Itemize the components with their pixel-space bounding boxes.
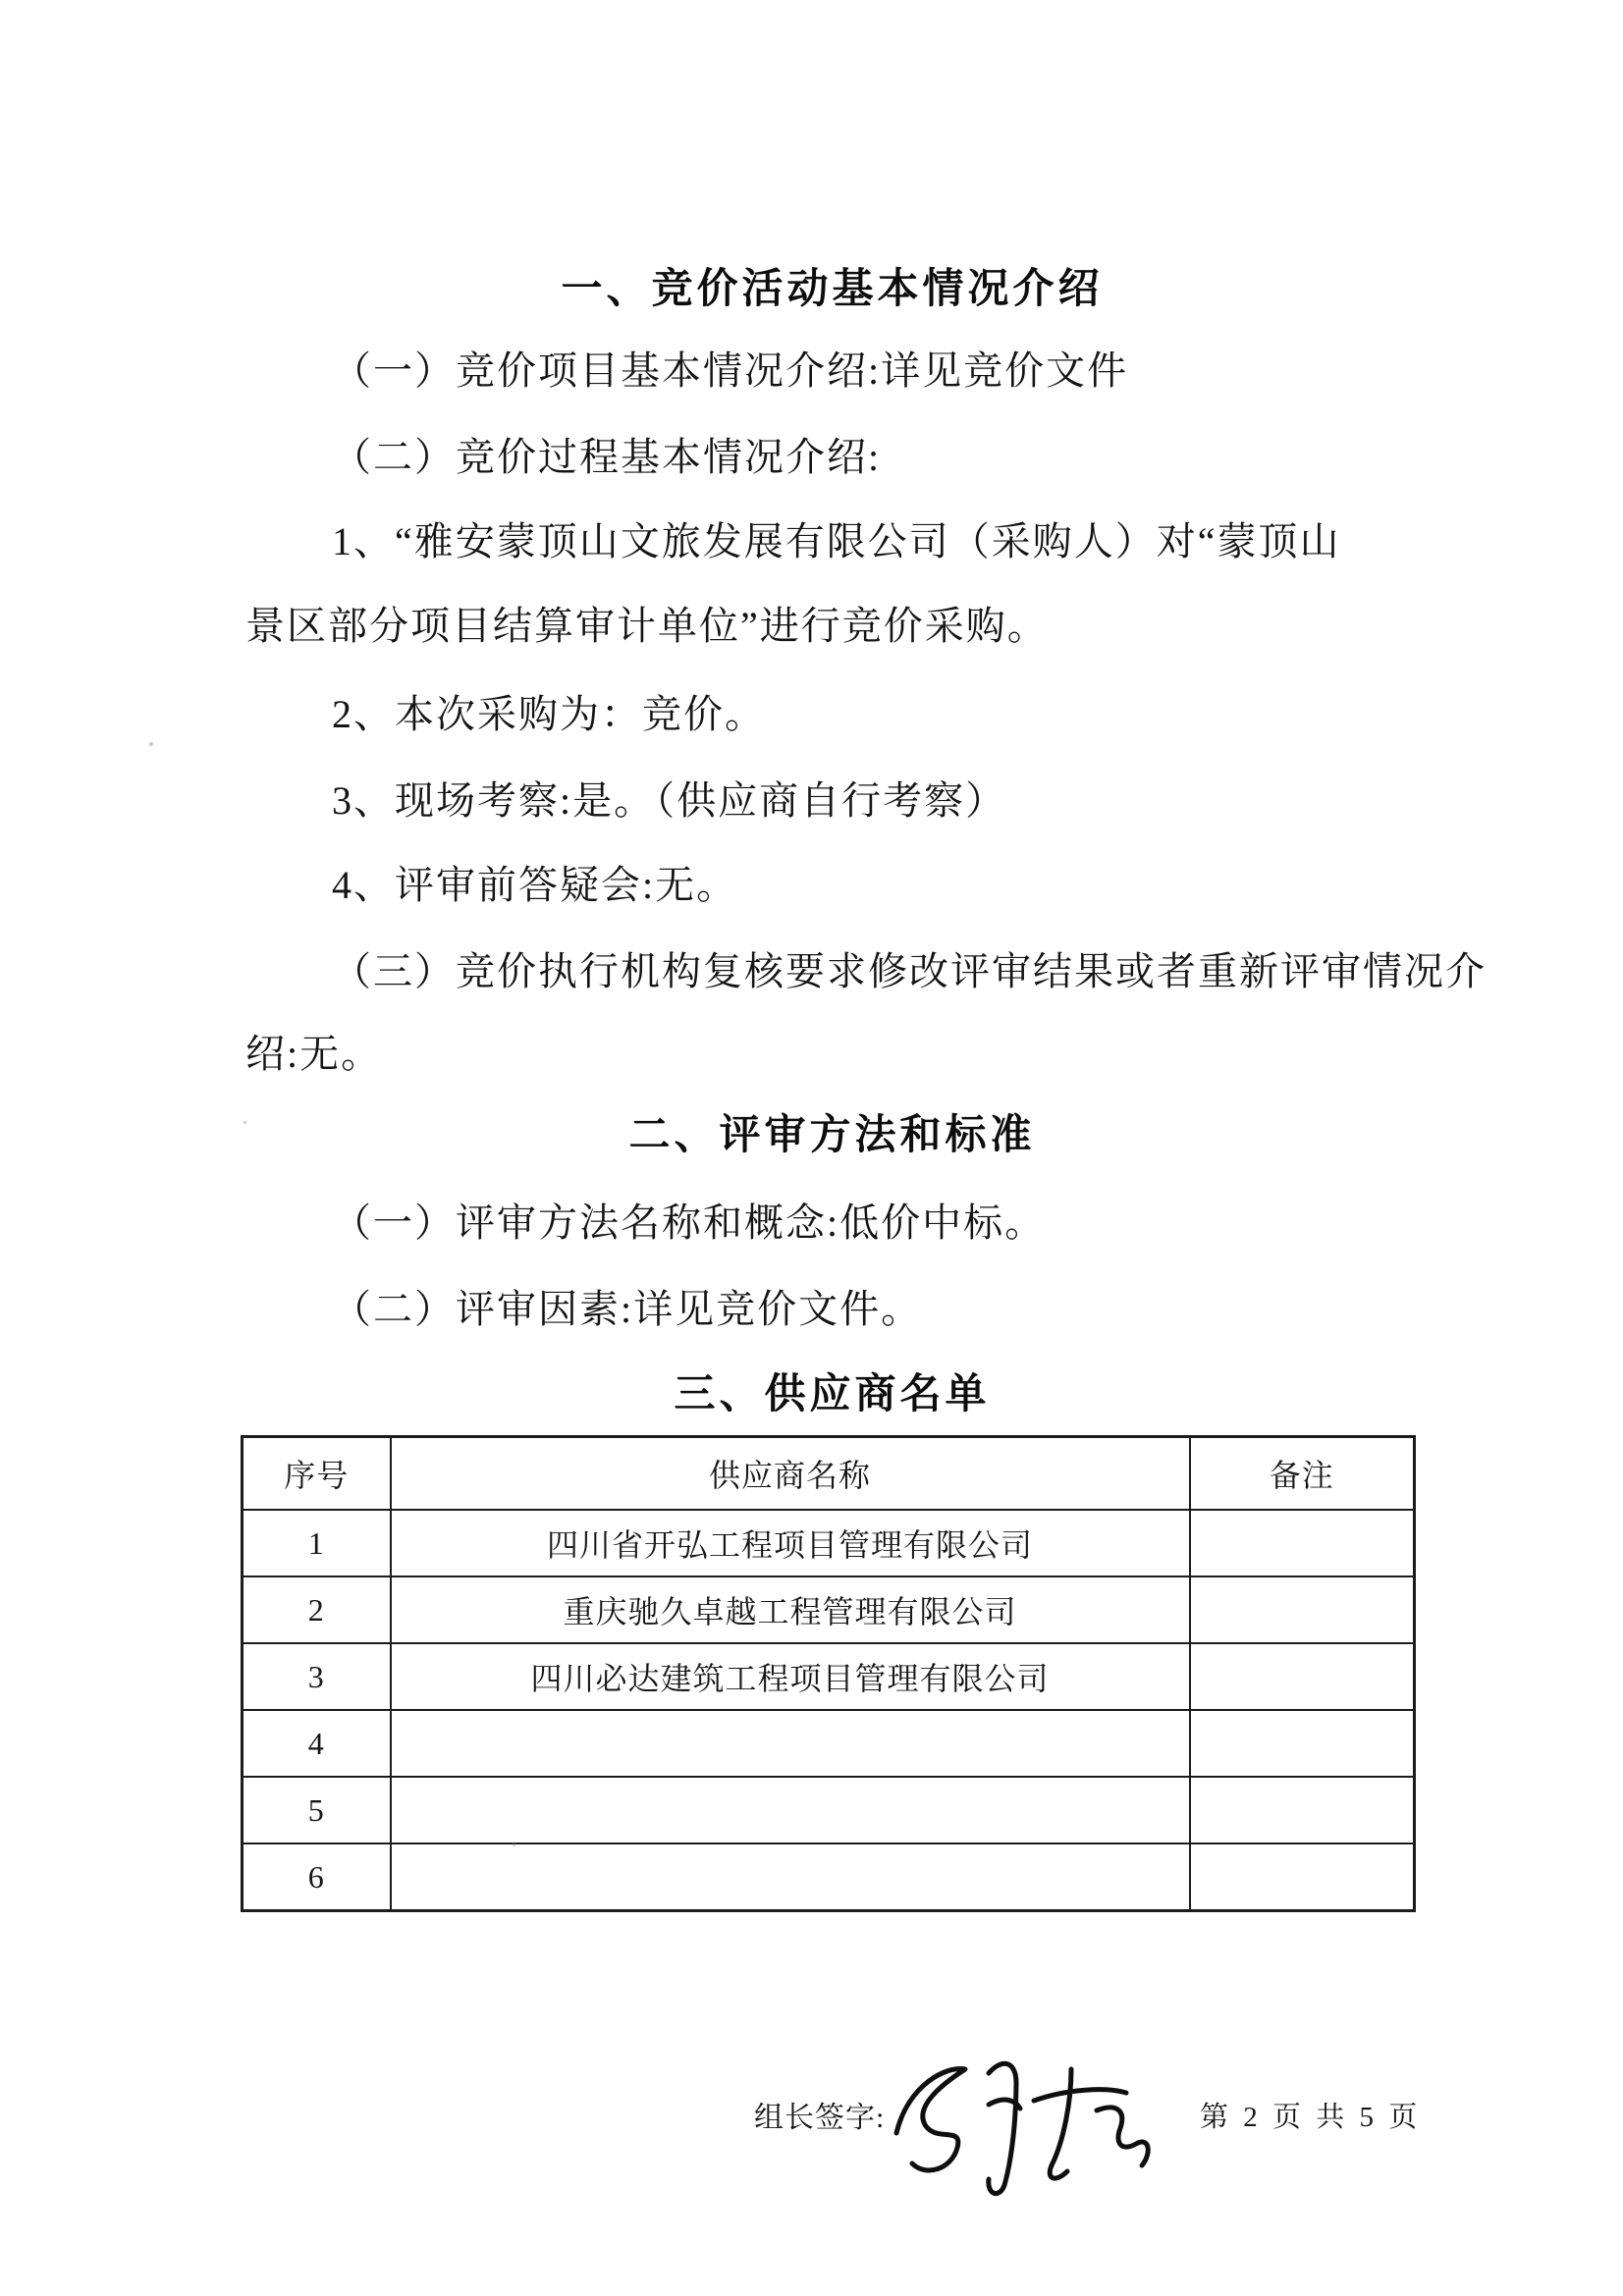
- row-index: 4: [243, 1710, 391, 1777]
- table-row: [243, 1777, 1415, 1843]
- page-number: 第 2 页 共 5 页: [1200, 2102, 1422, 2133]
- col-header-note: 备注: [1190, 1437, 1415, 1511]
- supplier-name: [391, 1710, 1190, 1777]
- row-note: [1190, 1843, 1415, 1911]
- leader-signature: [879, 2040, 1183, 2197]
- row-index: 3: [243, 1643, 391, 1710]
- row-index: 2: [243, 1576, 391, 1643]
- section-3-heading: 三、供应商名单: [674, 1370, 991, 1416]
- row-note: [1190, 1576, 1415, 1643]
- supplier-name: 四川省开弘工程项目管理有限公司: [391, 1510, 1190, 1576]
- supplier-name: 重庆驰久卓越工程管理有限公司: [391, 1576, 1190, 1643]
- row-note: [1190, 1710, 1415, 1777]
- para-1-3-line1: （三）竞价执行机构复核要求修改评审结果或者重新评审情况介: [332, 949, 1487, 993]
- para-1-2-item4: 4、评审前答疑会:无。: [332, 863, 738, 907]
- supplier-name: 四川必达建筑工程项目管理有限公司: [391, 1643, 1190, 1710]
- row-index: 6: [243, 1843, 391, 1911]
- para-2-2: （二）评审因素:详见竞价文件。: [332, 1287, 923, 1331]
- table-row: [243, 1643, 1415, 1710]
- supplier-table: [241, 1435, 1416, 1912]
- para-1-2-item1-line2: 景区部分项目结算审计单位”进行竞价采购。: [245, 604, 1049, 648]
- table-row: [243, 1576, 1415, 1643]
- supplier-name: [391, 1777, 1190, 1843]
- table-row: [243, 1843, 1415, 1911]
- section-2-heading: 二、评审方法和标准: [628, 1111, 1036, 1157]
- signature-label: 组长签字:: [754, 2102, 886, 2134]
- para-1-2-item1-line1: 1、“雅安蒙顶山文旅发展有限公司（采购人）对“蒙顶山: [332, 519, 1341, 563]
- para-1-1: （一）竞价项目基本情况介绍:详见竞价文件: [332, 348, 1129, 393]
- para-1-2: （二）竞价过程基本情况介绍:: [332, 435, 882, 479]
- col-header-supplier-name: 供应商名称: [391, 1437, 1190, 1511]
- row-index: 1: [243, 1510, 391, 1576]
- para-1-2-item2: 2、本次采购为：竞价。: [332, 692, 766, 736]
- table-row: [243, 1510, 1415, 1576]
- section-1-heading: 一、竞价活动基本情况介绍: [561, 265, 1104, 311]
- row-note: [1190, 1510, 1415, 1576]
- scan-speck: [149, 742, 153, 746]
- para-1-3-line2: 绍:无。: [245, 1032, 383, 1076]
- scan-speck: [513, 1843, 515, 1846]
- table-header-row: [243, 1437, 1415, 1511]
- col-header-index: 序号: [243, 1437, 391, 1511]
- para-1-2-item3: 3、现场考察:是。（供应商自行考察）: [332, 778, 1007, 823]
- supplier-name: [391, 1843, 1190, 1911]
- row-index: 5: [243, 1777, 391, 1843]
- row-note: [1190, 1643, 1415, 1710]
- table-row: [243, 1710, 1415, 1777]
- para-2-1: （一）评审方法名称和概念:低价中标。: [332, 1201, 1047, 1245]
- row-note: [1190, 1777, 1415, 1843]
- scan-speck: [243, 1121, 246, 1124]
